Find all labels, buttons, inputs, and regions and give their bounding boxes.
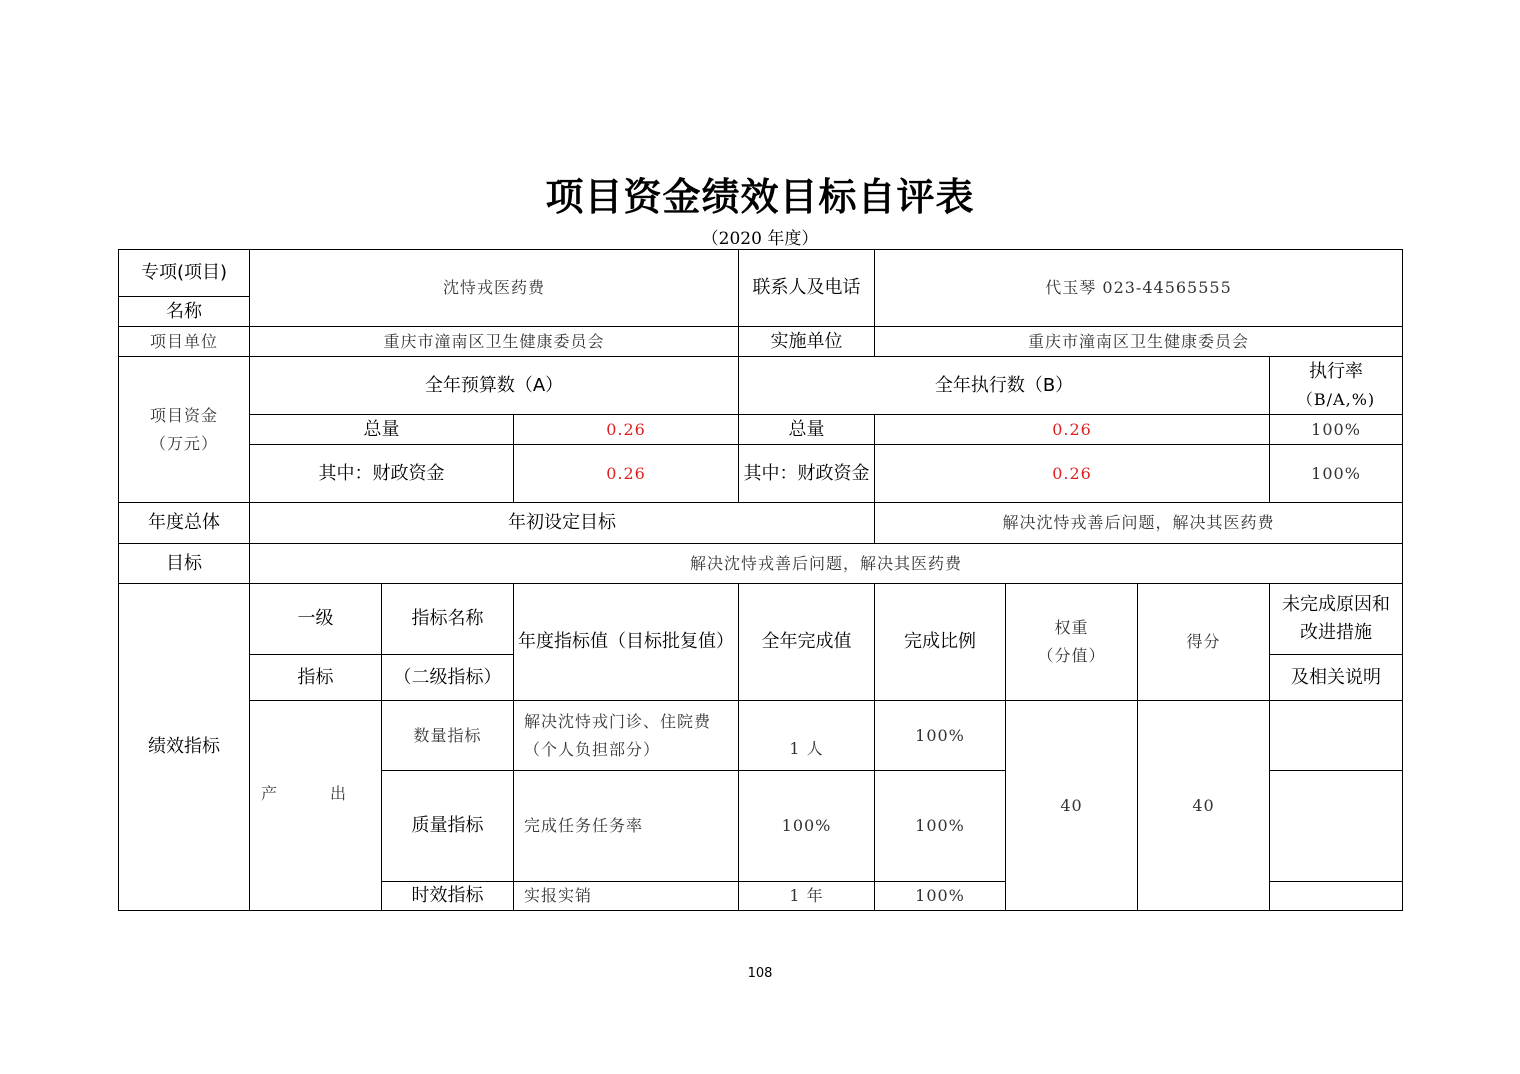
label-weight: [1006, 584, 1138, 701]
label-exec-rate: [1270, 357, 1403, 415]
label-reason-1: 未完成原因和改进措施: [1270, 584, 1403, 655]
rate-total-value: 100%: [1270, 415, 1403, 445]
annual-target-value: 解决沈恃戎善后问题，解决其医药费: [250, 544, 1403, 584]
label-annual-1: 年度总体: [119, 503, 250, 544]
page-title: 项目资金绩效目标自评表: [545, 174, 975, 219]
label-total-b: 总量: [739, 415, 875, 445]
label-perf-indicators: 绩效指标: [119, 584, 250, 911]
rate-fiscal-value: 100%: [1270, 445, 1403, 503]
budget-total-value: 0.26: [514, 415, 739, 445]
label-project-name-1: 专项(项目): [119, 250, 250, 297]
label-annual-value: 年度指标值（目标批复值）: [514, 584, 739, 701]
indicator-name: 质量指标: [382, 771, 514, 882]
impl-unit-value: 重庆市潼南区卫生健康委员会: [875, 327, 1403, 357]
label-fiscal-b: 其中：财政资金: [739, 445, 875, 503]
label-contact: 联系人及电话: [739, 250, 875, 327]
level1-output-label: 产 出: [260, 783, 371, 803]
label-fiscal-a: 其中：财政资金: [250, 445, 514, 503]
label-impl-unit: 实施单位: [739, 327, 875, 357]
label-exec: 全年执行数（B）: [739, 357, 1270, 415]
label-annual-2: 目标: [119, 544, 250, 584]
indicator-name: 数量指标: [382, 701, 514, 771]
label-project-funds: [119, 357, 250, 503]
indicator-actual: 100%: [739, 771, 875, 882]
indicator-target: 实报实销: [514, 882, 739, 911]
indicator-reason: [1270, 771, 1403, 882]
exec-fiscal-value: 0.26: [875, 445, 1270, 503]
exec-total-value: 0.26: [875, 415, 1270, 445]
indicator-reason: [1270, 882, 1403, 911]
indicator-actual: 1 人: [739, 701, 875, 771]
label-weight-line2: （分值）: [1037, 646, 1106, 665]
label-score: 得分: [1138, 584, 1270, 701]
label-ind-name-1: 指标名称: [382, 584, 514, 655]
indicator-ratio: 100%: [875, 701, 1006, 771]
level1-output: [250, 701, 382, 911]
project-unit-value: 重庆市潼南区卫生健康委员会: [250, 327, 739, 357]
project-name-value: 沈恃戎医药费: [250, 250, 739, 327]
indicator-target: 完成任务任务率: [514, 771, 739, 882]
label-budget: 全年预算数（A）: [250, 357, 739, 415]
indicator-ratio: 100%: [875, 882, 1006, 911]
label-ind-name-2: （二级指标）: [382, 655, 514, 701]
performance-table: [118, 249, 1403, 911]
label-rate-line1: 执行率: [1309, 360, 1364, 382]
label-ratio: 完成比例: [875, 584, 1006, 701]
initial-target-value: 解决沈恃戎善后问题，解决其医药费: [875, 503, 1403, 544]
indicator-name: 时效指标: [382, 882, 514, 911]
label-weight-line1: 权重: [1054, 618, 1089, 637]
indicator-ratio: 100%: [875, 771, 1006, 882]
indicator-target: 解决沈恃戎门诊、住院费（个人负担部分）: [514, 701, 739, 771]
page-number: 108: [747, 966, 773, 981]
label-project-unit: 项目单位: [119, 327, 250, 357]
label-total-a: 总量: [250, 415, 514, 445]
label-reason-2: 及相关说明: [1270, 655, 1403, 701]
budget-fiscal-value: 0.26: [514, 445, 739, 503]
score-value: 40: [1138, 701, 1270, 911]
label-funds-line1: 项目资金: [149, 405, 218, 425]
label-level1-2: 指标: [250, 655, 382, 701]
year-subtitle: （2020 年度）: [701, 229, 819, 249]
label-project-name-2: 名称: [119, 297, 250, 327]
weight-value: 40: [1006, 701, 1138, 911]
contact-value: 代玉琴 023-44565555: [875, 250, 1403, 327]
label-level1-1: 一级: [250, 584, 382, 655]
label-initial-target: 年初设定目标: [250, 503, 875, 544]
indicator-actual: 1 年: [739, 882, 875, 911]
label-funds-line2: （万元）: [149, 433, 218, 453]
label-rate-line2: （B/A,%): [1296, 389, 1376, 409]
label-full-year: 全年完成值: [739, 584, 875, 701]
indicator-reason: [1270, 701, 1403, 771]
